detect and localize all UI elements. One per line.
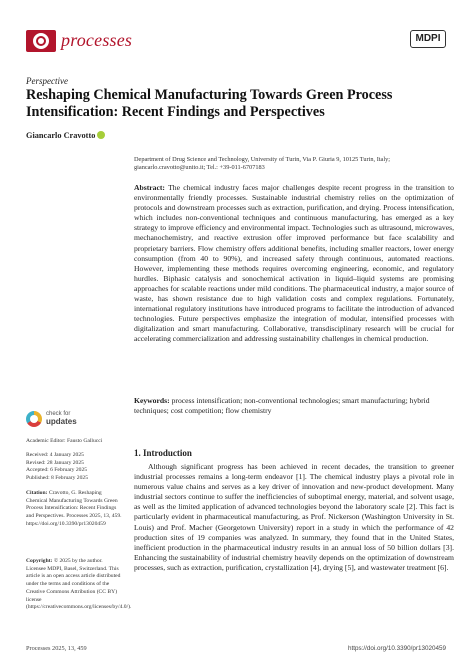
keywords-label: Keywords: <box>134 396 170 405</box>
abstract-label: Abstract: <box>134 183 165 192</box>
author-name: Giancarlo Cravotto <box>26 131 96 140</box>
check-updates-line1: check for <box>46 411 71 417</box>
dates-block <box>26 452 122 483</box>
article-type: Perspective <box>26 76 68 86</box>
article-title: Reshaping Chemical Manufacturing Towards Green Process Intensification: Recent Findings and Perspectives <box>26 87 393 120</box>
check-for-updates-button[interactable] <box>26 411 106 429</box>
orcid-icon[interactable] <box>97 131 105 139</box>
keywords-text: process intensification; non-conventional technologies; smart manufacturing; hybrid techniques; cost competition; flow chemistry <box>134 396 430 416</box>
keywords <box>134 396 454 416</box>
footer-doi-link[interactable]: https://doi.org/10.3390/pr13020459 <box>347 645 446 652</box>
copyright-text[interactable]: © 2025 by the author. Licensee MDPI, Basel, Switzerland. This article is an open access article distributed under the terms and conditions of the Creative Commons Attribution (CC BY) license (https://creativecommons.org/licenses/by/4.0/). <box>26 558 132 611</box>
academic-editor: Academic Editor: Fausto Gallucci <box>26 438 103 444</box>
citation-block <box>26 490 122 529</box>
copyright-label: Copyright: <box>26 558 53 564</box>
journal-name: processes <box>61 30 133 50</box>
affiliation-contact: giancarlo.cravotto@unito.it; Tel.: +39-011-6707183 <box>134 164 265 172</box>
check-updates-line2: updates <box>46 417 77 426</box>
citation-text[interactable]: Cravotto, G. Reshaping Chemical Manufacturing Towards Green Process Intensification: Recent Findings and Perspectives. Processes 2025, 13, 459. https://doi.org/10.3390/pr13020459 <box>26 490 122 527</box>
abstract-text: The chemical industry faces major challenges despite recent progress in the transition to environmentally friendly processes. Sustainable industrial chemistry relies on the optimization of protocols and downstream processes such as extraction, purification, and drying. Process intensification, which includes non-conventional techniques and continuous manufacturing, has emerged as a key strategy to improve efficiency and environmental impact. Technologies such as ultrasound, microwaves, mechanochemistry, and reactive extrusion offer improved performance but face scalability and proprietary barriers. Flow chemistry offers additional benefits, including smaller reactors, lower energy consumption (from 40 to 90%), and increased safety through continuous, automated reactions. However, implementing these methods requires overcoming engineering, economic, and regulatory hurdles. Biphasic catalysis and sonochemical activation in liquid–liquid systems are promising approaches for scalable reactions under mild conditions. The pharmaceutical industry, a major source of waste, has shown resistance due to high validation costs and complex regulations. Fortunately, international regulatory institutions have introduced programs to facilitate the introduction of advanced technologies. Future perspectives emphasize the integration of modular, intensified processes with digitalization and smart manufacturing. Collaborative, transdisciplinary research will be crucial for accelerating commercialization and addressing sustainability challenges in chemical production. <box>134 183 454 344</box>
journal-logo <box>26 30 56 52</box>
published-date: Published: 8 February 2025 <box>26 475 88 482</box>
publisher-logo: MDPI <box>410 30 446 48</box>
introduction-paragraph: Although significant progress has been achieved in recent decades, the transition to greener industrial processes remains a long-term endeavor [1]. The chemical industry plays a pivotal role in numerous value chains and serves as a key driver of innovation and new-product development. Many industrial sectors continue to suffer the inefficiencies of suboptimal energy, material, and solvent usage, as well as the limited application of advanced technologies beyond the laboratory scale [2]. This fact is particularly evident in pharmaceutical manufacturing, as Prof. Nickerson (Washington University in St. Louis) and Prof. Macher (Georgetown University) report in a study in which the performance of 42 production sites of 19 companies was analyzed. In summary, they found that in the United States, inefficient production in the pharmaceutical industry results in an annual loss of 50 billion dollars [3]. Enhancing the sustainability of industrial chemistry heavily depends on the optimization of downstream processes, such as extraction, purification, crystallization [4], drying [5], and wastewater treatment [6]. <box>134 462 454 572</box>
received-date: Received: 4 January 2025 <box>26 452 84 458</box>
citation-label: Citation: <box>26 490 48 496</box>
abstract <box>134 183 454 345</box>
affiliation-line: Department of Drug Science and Technology, University of Turin, Via P. Giuria 9, 10125 Turin, Italy; <box>134 156 390 163</box>
footer-citation: Processes 2025, 13, 459 <box>26 645 87 652</box>
section-heading-introduction: 1. Introduction <box>134 448 192 458</box>
accepted-date: Accepted: 6 February 2025 <box>26 467 88 474</box>
affiliation <box>134 156 454 172</box>
revised-date: Revised: 28 January 2025 <box>26 459 84 466</box>
copyright-block <box>26 558 132 612</box>
